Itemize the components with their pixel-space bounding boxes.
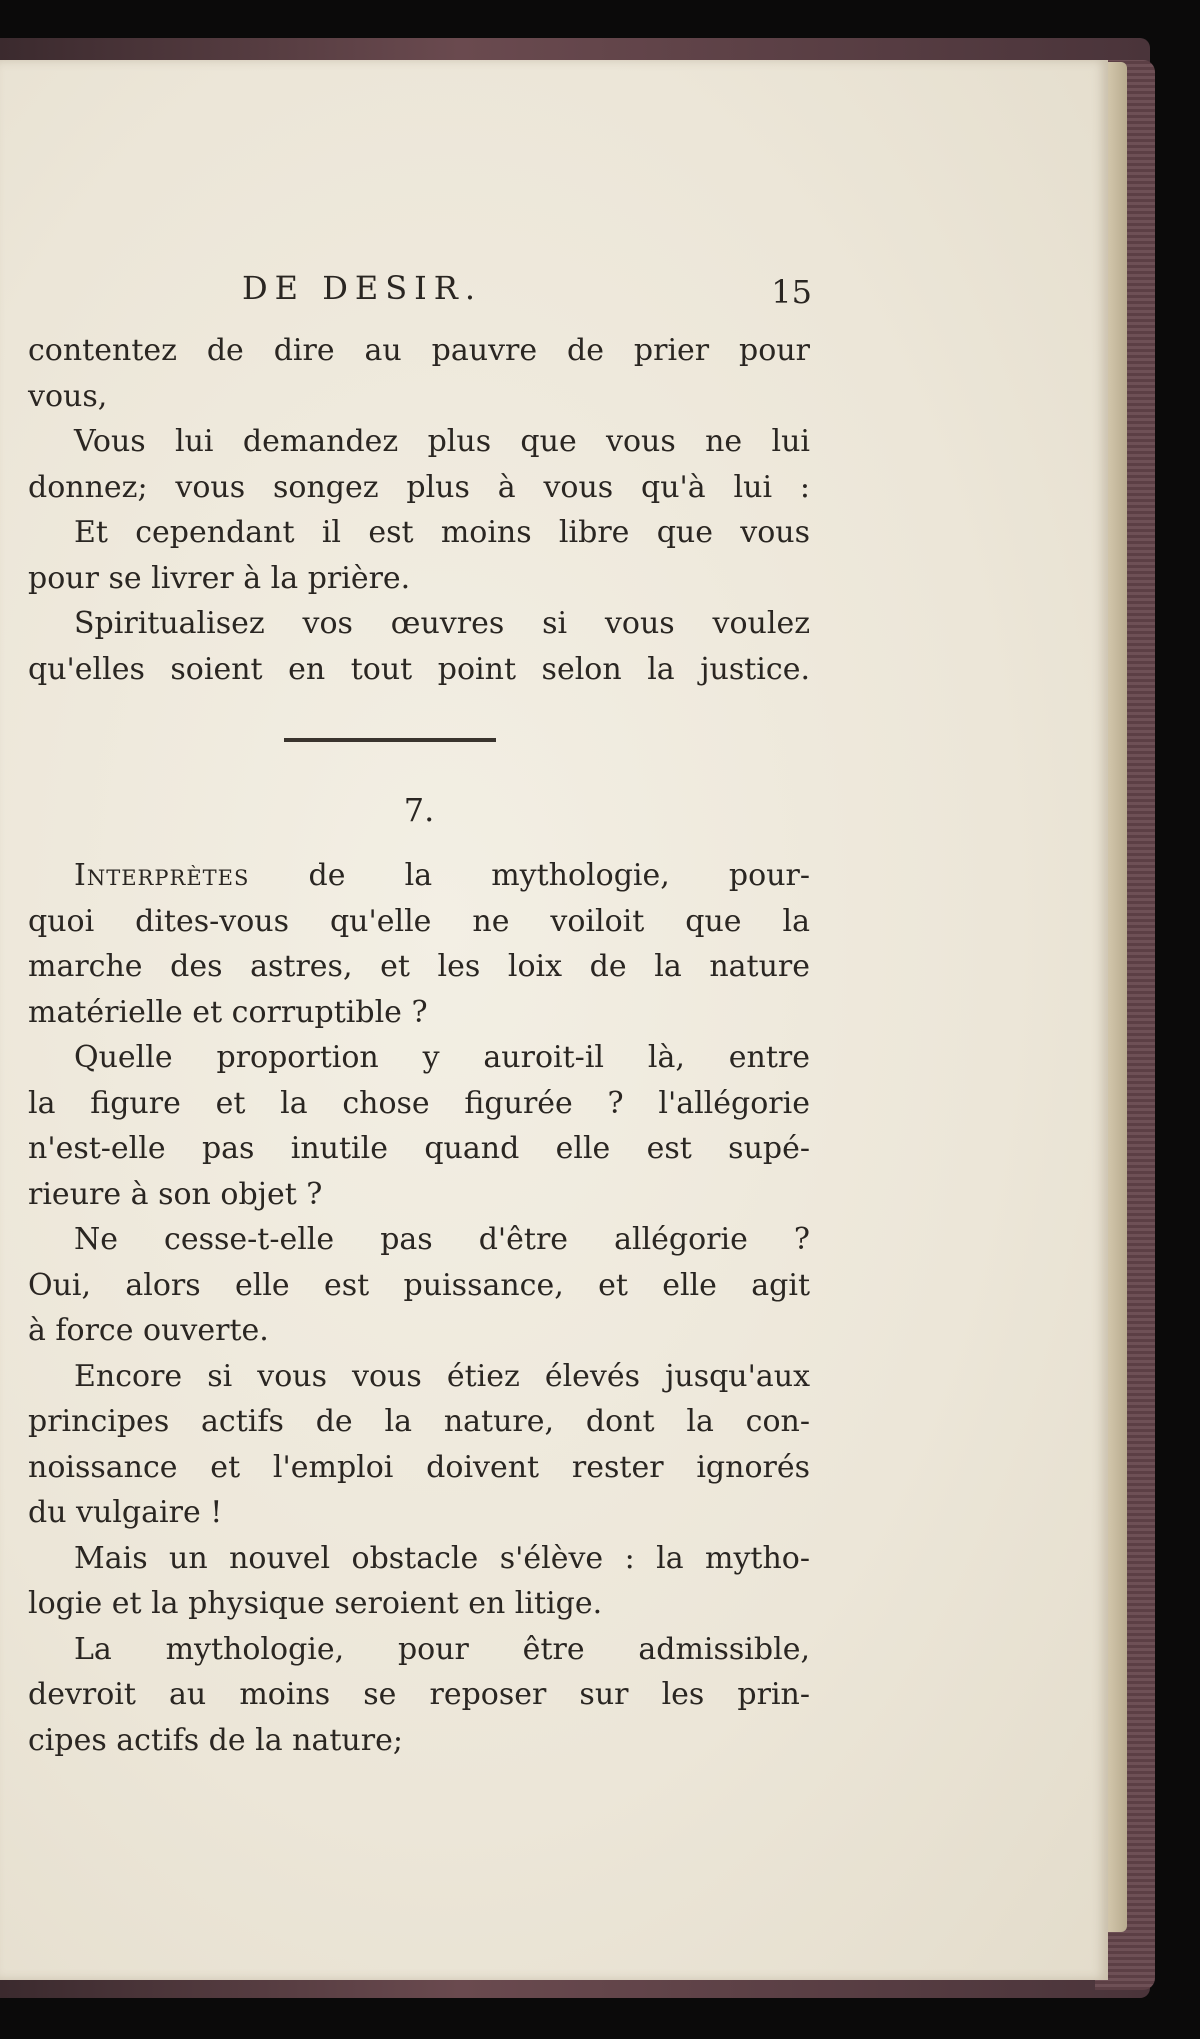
text-line: matérielle et corruptible ? (28, 994, 428, 1030)
text-line: la figure et la chose figurée ? l'allégorie (28, 1085, 810, 1121)
running-head-title: DE DESIR. (242, 269, 483, 307)
text-line: marche des astres, et les loix de la nature (28, 949, 810, 984)
text-line: pour se livrer à la prière. (28, 560, 411, 596)
section-number: 7. (403, 791, 435, 829)
text-line: donnez; vous songez plus à vous qu'à lui : (28, 469, 810, 505)
text-line: noissance et l'emploi doivent rester ignorés (28, 1449, 810, 1485)
section-6-text (28, 328, 810, 692)
text-line: Ne cesse-t-elle pas d'être allégorie ? (74, 1222, 810, 1257)
first-word: Interprètes (74, 858, 250, 893)
text-line: rieure à son objet ? (28, 1176, 323, 1212)
section-7-text (28, 853, 810, 1763)
text-line: cipes actifs de la nature; (28, 1722, 403, 1758)
text-line: Spiritualisez vos œuvres si vous voulez (74, 606, 810, 641)
text-line: Vous lui demandez plus que vous ne lui (74, 424, 810, 459)
text-line: Quelle proportion y auroit-il là, entre (74, 1040, 810, 1075)
text-line: à force ouverte. (28, 1313, 269, 1348)
text-line: Mais un nouvel obstacle s'élève : la mytho- (74, 1540, 810, 1576)
text-line: La mythologie, pour être admissible, (74, 1631, 810, 1667)
text-line: principes actifs de la nature, dont la con- (28, 1404, 810, 1439)
text-line: vous, (28, 378, 108, 414)
text-line: quoi dites-vous qu'elle ne voiloit que la (28, 903, 810, 939)
text-line: devroit au moins se reposer sur les prin- (28, 1677, 810, 1712)
page-number: 15 (771, 273, 812, 311)
text-line: Et cependant il est moins libre que vous (74, 515, 810, 550)
book-page (0, 60, 1108, 1980)
text-line: du vulgaire ! (28, 1495, 223, 1530)
running-head (28, 268, 810, 316)
text-line: contentez de dire au pauvre de prier pour (28, 333, 810, 368)
text-line: logie et la physique seroient en litige. (28, 1586, 603, 1621)
text-line: Encore si vous vous étiez élevés jusqu'aux (74, 1358, 810, 1394)
text-line (28, 853, 810, 899)
text-line: qu'elles soient en tout point selon la justice. (28, 651, 810, 687)
section-divider-rule (284, 738, 496, 742)
text-line: Oui, alors elle est puissance, et elle agit (28, 1267, 810, 1303)
text-line-rest: de la mythologie, pour- (249, 858, 810, 893)
text-line: n'est-elle pas inutile quand elle est supé- (28, 1131, 810, 1166)
